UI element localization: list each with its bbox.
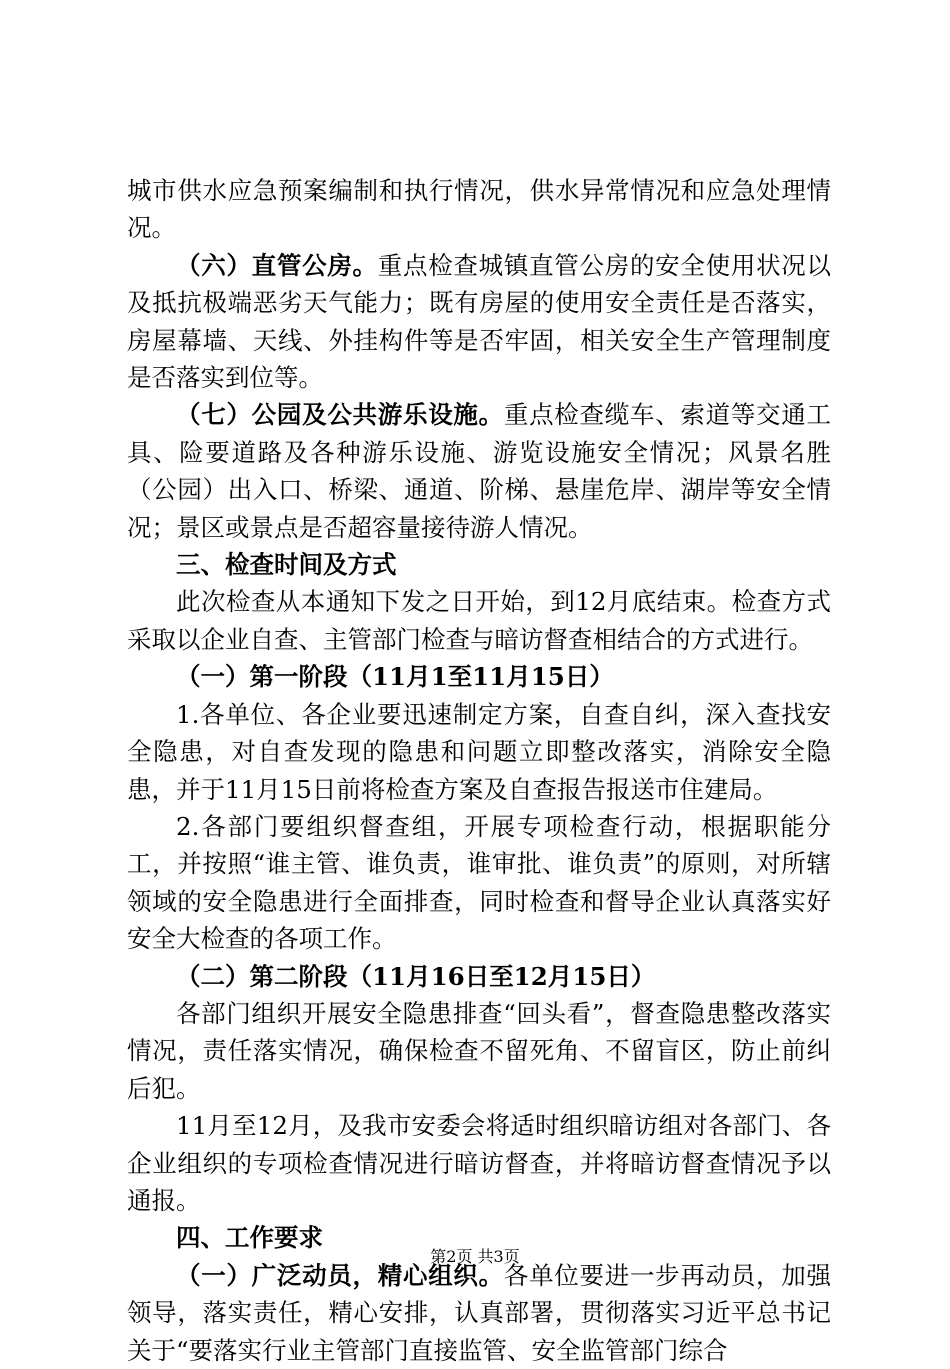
paragraph-public-housing bbox=[127, 247, 831, 397]
paragraph-water-supply bbox=[127, 172, 831, 247]
paragraph-text: 城市供水应急预案编制和执行情况，供水异常情况和应急处理情况。 bbox=[127, 176, 831, 243]
section-heading: （二）第二阶段（11月16日至12月15日） bbox=[176, 961, 656, 991]
section-heading: 三、检查时间及方式 bbox=[176, 550, 397, 580]
paragraph-phase-two bbox=[127, 995, 831, 1107]
paragraph-covert-inspection bbox=[127, 1107, 831, 1219]
section-heading: 四、工作要求 bbox=[176, 1223, 323, 1253]
paragraph-text: 各单位要进一步再动员，加强领导，落实责任，精心安排，认真部署，贯彻落实习近平总书记关于“要落实行业主管部门直接监管、安全监管部门综合 bbox=[127, 1260, 831, 1365]
paragraph-text: 重点检查缆车、索道等交通工具、险要道路及各种游乐设施、游览设施安全情况；风景名胜（公园）出入口、桥梁、通道、阶梯、悬崖危岸、湖岸等安全情况；景区或景点是否超容量接待游人情况。 bbox=[127, 400, 831, 542]
section-heading: （一）第一阶段（11月1至11月15日） bbox=[176, 662, 614, 692]
paragraph-phase-one-item-2 bbox=[127, 808, 831, 958]
paragraph-mobilization bbox=[127, 1257, 831, 1369]
paragraph-phase-one-item-1 bbox=[127, 696, 831, 808]
section-lead: （七）公园及公共游乐设施。 bbox=[176, 400, 504, 430]
heading-inspection-time bbox=[127, 546, 831, 583]
paragraph-inspection-method bbox=[127, 583, 831, 658]
document-body bbox=[127, 172, 831, 1369]
paragraph-text: 1.各单位、各企业要迅速制定方案，自查自纠，深入查找安全隐患，对自查发现的隐患和问题立即整改落实，消除安全隐患，并于11月15日前将检查方案及自查报告报送市住建局。 bbox=[127, 699, 831, 804]
heading-phase-two bbox=[127, 958, 831, 995]
section-lead: （一）广泛动员，精心组织。 bbox=[176, 1260, 504, 1290]
heading-phase-one bbox=[127, 658, 831, 695]
paragraph-parks bbox=[127, 396, 831, 546]
page-footer bbox=[0, 1244, 950, 1267]
paragraph-text: 重点检查城镇直管公房的安全使用状况以及抵抗极端恶劣天气能力；既有房屋的使用安全责任是否落实，房屋幕墙、天线、外挂构件等是否牢固，相关安全生产管理制度是否落实到位等。 bbox=[127, 250, 832, 393]
paragraph-text: 此次检查从本通知下发之日开始，到12月底结束。检查方式采取以企业自查、主管部门检查与暗访督查相结合的方式进行。 bbox=[127, 587, 831, 654]
paragraph-text: 2.各部门要组织督查组，开展专项检查行动，根据职能分工，并按照“谁主管、谁负责，谁审批、谁负责”的原则，对所辖领域的安全隐患进行全面排查，同时检查和督导企业认真落实好安全大检查的各项工作。 bbox=[127, 811, 831, 954]
page-number-label: 第2页 共3页 bbox=[430, 1247, 520, 1266]
paragraph-text: 各部门组织开展安全隐患排查“回头看”，督查隐患整改落实情况，责任落实情况，确保检查不留死角、不留盲区，防止前纠后犯。 bbox=[127, 998, 831, 1103]
paragraph-text: 11月至12月，及我市安委会将适时组织暗访组对各部门、各企业组织的专项检查情况进行暗访督查，并将暗访督查情况予以通报。 bbox=[127, 1111, 831, 1215]
section-lead: （六）直管公房。 bbox=[176, 250, 378, 280]
